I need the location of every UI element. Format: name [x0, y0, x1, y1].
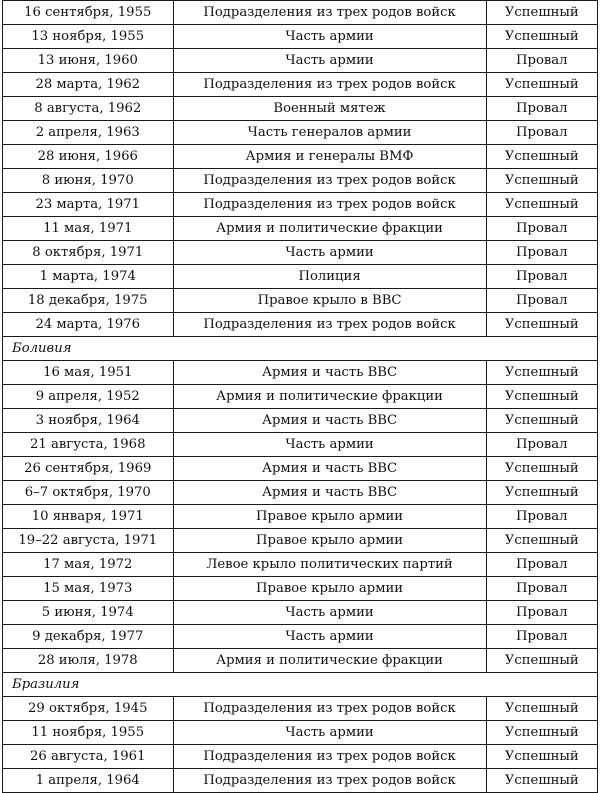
result-cell: Провал	[486, 217, 597, 241]
result-cell: Успешный	[486, 385, 597, 409]
forces-cell: Левое крыло политических партий	[173, 553, 486, 577]
date-cell: 11 мая, 1971	[3, 217, 174, 241]
date-cell: 15 мая, 1973	[3, 577, 174, 601]
result-cell: Успешный	[486, 697, 597, 721]
table-row	[3, 385, 598, 409]
date-cell: 1 марта, 1974	[3, 265, 174, 289]
forces-cell: Военный мятеж	[173, 97, 486, 121]
result-cell: Провал	[486, 433, 597, 457]
table-row	[3, 361, 598, 385]
forces-cell: Правое крыло армии	[173, 505, 486, 529]
date-cell: 8 октября, 1971	[3, 241, 174, 265]
table-row	[3, 721, 598, 745]
result-cell: Успешный	[486, 745, 597, 769]
date-cell: 13 июня, 1960	[3, 49, 174, 73]
forces-cell: Армия и политические фракции	[173, 217, 486, 241]
forces-cell: Армия и политические фракции	[173, 649, 486, 673]
forces-cell: Полиция	[173, 265, 486, 289]
result-cell: Успешный	[486, 313, 597, 337]
date-cell: 6–7 октября, 1970	[3, 481, 174, 505]
forces-cell: Подразделения из трех родов войск	[173, 313, 486, 337]
date-cell: 1 апреля, 1964	[3, 769, 174, 793]
result-cell: Успешный	[486, 649, 597, 673]
table-row	[3, 409, 598, 433]
forces-cell: Подразделения из трех родов войск	[173, 193, 486, 217]
table-row	[3, 145, 598, 169]
date-cell: 29 октября, 1945	[3, 697, 174, 721]
date-cell: 3 ноября, 1964	[3, 409, 174, 433]
table-row	[3, 505, 598, 529]
result-cell: Успешный	[486, 25, 597, 49]
table-row	[3, 97, 598, 121]
forces-cell: Часть армии	[173, 49, 486, 73]
result-cell: Провал	[486, 553, 597, 577]
forces-cell: Армия и генералы ВМФ	[173, 145, 486, 169]
table-row	[3, 625, 598, 649]
table-row	[3, 25, 598, 49]
table-row	[3, 265, 598, 289]
result-cell: Успешный	[486, 145, 597, 169]
date-cell: 18 декабря, 1975	[3, 289, 174, 313]
date-cell: 13 ноября, 1955	[3, 25, 174, 49]
table-row	[3, 169, 598, 193]
table-row	[3, 289, 598, 313]
forces-cell: Подразделения из трех родов войск	[173, 1, 486, 25]
date-cell: 10 января, 1971	[3, 505, 174, 529]
date-cell: 16 мая, 1951	[3, 361, 174, 385]
table-row	[3, 601, 598, 625]
result-cell: Успешный	[486, 529, 597, 553]
date-cell: 24 марта, 1976	[3, 313, 174, 337]
coups-table	[2, 0, 598, 793]
forces-cell: Часть армии	[173, 601, 486, 625]
result-cell: Провал	[486, 289, 597, 313]
date-cell: 9 декабря, 1977	[3, 625, 174, 649]
forces-cell: Часть армии	[173, 721, 486, 745]
date-cell: 8 августа, 1962	[3, 97, 174, 121]
result-cell: Провал	[486, 241, 597, 265]
date-cell: 21 августа, 1968	[3, 433, 174, 457]
result-cell: Успешный	[486, 73, 597, 97]
forces-cell: Часть армии	[173, 25, 486, 49]
result-cell: Провал	[486, 505, 597, 529]
date-cell: 2 апреля, 1963	[3, 121, 174, 145]
forces-cell: Армия и часть ВВС	[173, 361, 486, 385]
date-cell: 11 ноября, 1955	[3, 721, 174, 745]
date-cell: 17 мая, 1972	[3, 553, 174, 577]
forces-cell: Армия и часть ВВС	[173, 457, 486, 481]
result-cell: Успешный	[486, 721, 597, 745]
table-row	[3, 769, 598, 793]
forces-cell: Подразделения из трех родов войск	[173, 769, 486, 793]
table-row	[3, 313, 598, 337]
date-cell: 26 сентября, 1969	[3, 457, 174, 481]
date-cell: 28 июля, 1978	[3, 649, 174, 673]
table-row	[3, 217, 598, 241]
forces-cell: Правое крыло армии	[173, 529, 486, 553]
date-cell: 26 августа, 1961	[3, 745, 174, 769]
forces-cell: Правое крыло в ВВС	[173, 289, 486, 313]
result-cell: Успешный	[486, 481, 597, 505]
forces-cell: Часть армии	[173, 241, 486, 265]
date-cell: 16 сентября, 1955	[3, 1, 174, 25]
date-cell: 23 марта, 1971	[3, 193, 174, 217]
result-cell: Успешный	[486, 361, 597, 385]
coups-table-body	[3, 1, 598, 793]
date-cell: 5 июня, 1974	[3, 601, 174, 625]
result-cell: Успешный	[486, 769, 597, 793]
result-cell: Провал	[486, 625, 597, 649]
date-cell: 9 апреля, 1952	[3, 385, 174, 409]
section-title: Боливия	[3, 337, 598, 361]
table-row	[3, 529, 598, 553]
forces-cell: Армия и политические фракции	[173, 385, 486, 409]
table-row	[3, 121, 598, 145]
result-cell: Провал	[486, 49, 597, 73]
forces-cell: Подразделения из трех родов войск	[173, 73, 486, 97]
result-cell: Успешный	[486, 457, 597, 481]
table-row	[3, 577, 598, 601]
date-cell: 19–22 августа, 1971	[3, 529, 174, 553]
forces-cell: Армия и часть ВВС	[173, 481, 486, 505]
forces-cell: Часть армии	[173, 625, 486, 649]
table-row	[3, 553, 598, 577]
forces-cell: Армия и часть ВВС	[173, 409, 486, 433]
result-cell: Провал	[486, 265, 597, 289]
table-row	[3, 241, 598, 265]
date-cell: 28 июня, 1966	[3, 145, 174, 169]
result-cell: Провал	[486, 601, 597, 625]
table-row	[3, 193, 598, 217]
table-row	[3, 433, 598, 457]
section-title: Бразилия	[3, 673, 598, 697]
forces-cell: Правое крыло армии	[173, 577, 486, 601]
forces-cell: Подразделения из трех родов войск	[173, 745, 486, 769]
result-cell: Успешный	[486, 409, 597, 433]
table-row	[3, 649, 598, 673]
date-cell: 28 марта, 1962	[3, 73, 174, 97]
table-row	[3, 1, 598, 25]
table-row	[3, 457, 598, 481]
table-row	[3, 697, 598, 721]
forces-cell: Часть армии	[173, 433, 486, 457]
forces-cell: Часть генералов армии	[173, 121, 486, 145]
result-cell: Успешный	[486, 193, 597, 217]
forces-cell: Подразделения из трех родов войск	[173, 169, 486, 193]
date-cell: 8 июня, 1970	[3, 169, 174, 193]
section-header-row	[3, 673, 598, 697]
table-row	[3, 73, 598, 97]
result-cell: Провал	[486, 577, 597, 601]
forces-cell: Подразделения из трех родов войск	[173, 697, 486, 721]
result-cell: Провал	[486, 121, 597, 145]
section-header-row	[3, 337, 598, 361]
result-cell: Успешный	[486, 169, 597, 193]
table-row	[3, 481, 598, 505]
result-cell: Провал	[486, 97, 597, 121]
table-row	[3, 49, 598, 73]
table-row	[3, 745, 598, 769]
result-cell: Успешный	[486, 1, 597, 25]
